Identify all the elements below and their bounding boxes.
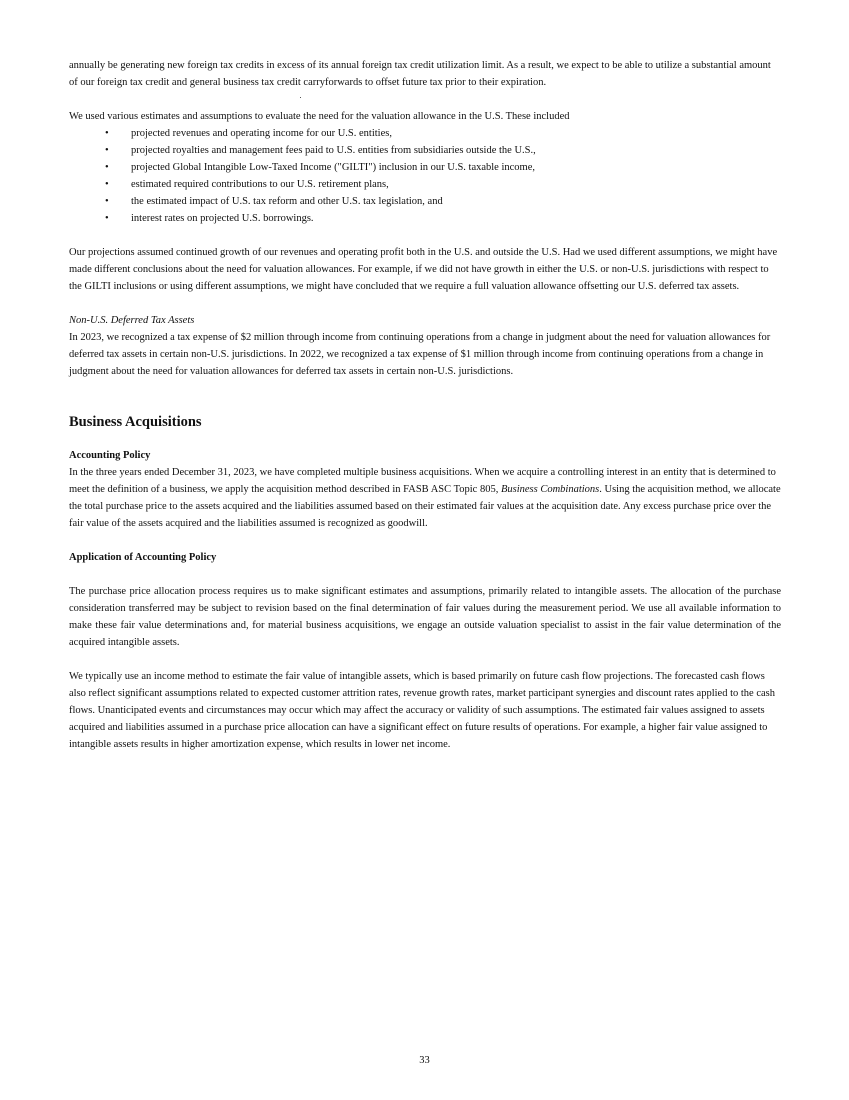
estimates-lead: We used various estimates and assumptions to evaluate the need for the valuation allowance in the U.S. These included — [69, 111, 570, 122]
list-item: • estimated required contributions to our U.S. retirement plans, — [69, 176, 781, 193]
bullet-icon: • — [105, 128, 109, 139]
standard-title: Business Combinations — [500, 484, 600, 495]
application-paragraph-1: The purchase price allocation process requires us to make significant estimates and assumptions, primarily related to intangible assets. The allocation of the purchase consideration transferred may be subject to revision based on the final determination of fair values during the measurement period. We use all available information to make these fair value determinations and, for material business acquisitions, we engage an outside valuation specialist to assist in the fair value determination of the acquired intangible assets. — [69, 586, 781, 648]
non-us-heading: Non-U.S. Deferred Tax Assets — [69, 315, 195, 326]
estimates-list — [69, 125, 781, 227]
section-title: Business Acquisitions — [69, 414, 202, 430]
page-number: 33 — [419, 1055, 430, 1066]
application-paragraph-2: We typically use an income method to estimate the fair value of intangible assets, which is based primarily on future cash flow projections. The forecasted cash flows also reflect significant assumptions related to expected customer attrition rates, revenue growth rates, market participant synergies and discount rates applied to the cash flows. Unanticipated events and circumstances may occur which may affect the accuracy or validity of such assumptions. The estimated fair values assigned to assets acquired and liabilities assumed in a purchase price allocation can have a significant effect on future results of operations. For example, a higher fair value assigned to intangible assets results in higher amortization expense, which results in lower net income. — [69, 671, 775, 750]
list-item: • projected royalties and management fees paid to U.S. entities from subsidiaries outside the U.S., — [69, 142, 781, 159]
application-heading: Application of Accounting Policy — [69, 552, 217, 563]
list-item: • the estimated impact of U.S. tax reform and other U.S. tax legislation, and — [69, 193, 781, 210]
accounting-policy-paragraph: In the three years ended December 31, 2023, we have completed multiple business acquisitions. When we acquire a controlling interest in an entity that is determined to meet the definition of a business, we apply the acquisition method described in FASB ASC Topic 805, Business Combinations. Using the acquisition method, we allocate the total purchase price to the assets acquired and the liabilities assumed based on their estimated fair values at the acquisition date. Any excess purchase price over the fair value of the assets acquired and the liabilities assumed is recognized as goodwill. — [69, 467, 781, 529]
list-item: • projected Global Intangible Low-Taxed Income ("GILTI") inclusion in our U.S. taxable income, — [69, 159, 781, 176]
list-item: • interest rates on projected U.S. borrowings. — [69, 210, 781, 227]
intro-paragraph: annually be generating new foreign tax credits in excess of its annual foreign tax credit utilization limit. As a result, we expect to be able to utilize a substantial amount of our foreign tax credit and general business tax credit carryforwards to offset future tax prior to their expiration. — [69, 60, 771, 88]
bullet-icon: • — [105, 213, 109, 224]
bullet-icon: • — [105, 179, 109, 190]
bullet-icon: • — [105, 196, 109, 207]
list-item: • projected revenues and operating income for our U.S. entities, — [69, 125, 781, 142]
document-page — [69, 57, 781, 753]
bullet-icon: • — [105, 162, 109, 173]
bullet-icon: • — [105, 145, 109, 156]
non-us-paragraph: In 2023, we recognized a tax expense of $2 million through income from continuing operations from a change in judgment about the need for valuation allowances for deferred tax assets in certain non-U.S. jurisdictions. In 2022, we recognized a tax expense of $1 million through income from continuing operations from a change in judgment about the need for valuation allowances for deferred tax assets in certain non-U.S. jurisdictions. — [69, 332, 771, 377]
accounting-policy-heading: Accounting Policy — [69, 450, 151, 461]
projections-paragraph: Our projections assumed continued growth of our revenues and operating profit both in the U.S. and outside the U.S. Had we used different assumptions, we might have made different conclusions about the need for valuation allowances. For example, if we did not have growth in either the U.S. or non-U.S. jurisdictions with respect to the GILTI inclusions or using different assumptions, we might have concluded that we require a full valuation allowance offsetting our U.S. deferred tax assets. — [69, 247, 778, 292]
